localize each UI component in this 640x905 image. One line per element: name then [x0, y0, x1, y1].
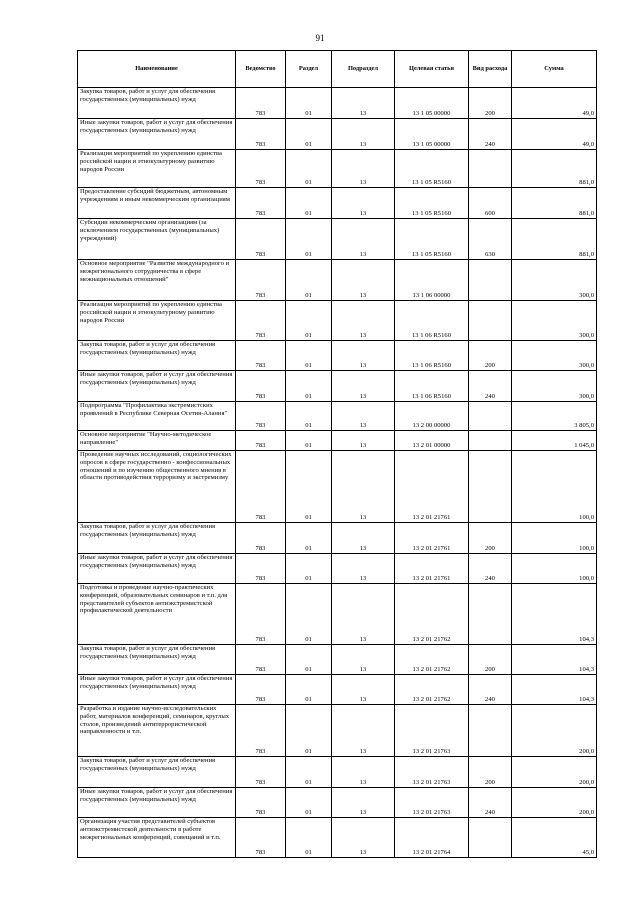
- row-target: 13 2 01 21761: [395, 523, 469, 554]
- row-expense-type: 200: [469, 645, 512, 675]
- row-dept: 783: [236, 451, 286, 523]
- row-subsection: 13: [332, 341, 395, 371]
- row-name: Закупка товаров, работ и услуг для обеспечения государственных (муниципальных) нужд: [78, 757, 236, 788]
- row-dept: 783: [236, 260, 286, 301]
- row-subsection: 13: [332, 645, 395, 675]
- row-subsection: 13: [332, 431, 395, 451]
- row-target: 13 2 01 21764: [395, 818, 469, 858]
- row-section: 01: [286, 260, 332, 301]
- row-subsection: 13: [332, 371, 395, 402]
- row-target: 13 2 01 00000: [395, 431, 469, 451]
- row-dept: 783: [236, 705, 286, 757]
- row-subsection: 13: [332, 260, 395, 301]
- row-dept: 783: [236, 119, 286, 150]
- row-name: Иные закупки товаров, работ и услуг для обеспечения государственных (муниципальных) нужд: [78, 119, 236, 150]
- row-section: 01: [286, 645, 332, 675]
- table-row: [78, 645, 597, 675]
- table-row: [78, 523, 597, 554]
- table-row: [78, 675, 597, 705]
- table-row: [78, 341, 597, 371]
- row-subsection: 13: [332, 301, 395, 341]
- row-expense-type: 200: [469, 88, 512, 119]
- row-target: 13 1 05 R5160: [395, 219, 469, 260]
- row-section: 01: [286, 301, 332, 341]
- row-sum: 881,0: [512, 150, 597, 188]
- row-name: Основное мероприятие "Научно-методическое направление": [78, 431, 236, 451]
- row-sum: 104,3: [512, 675, 597, 705]
- row-dept: 783: [236, 371, 286, 402]
- row-name: Закупка товаров, работ и услуг для обеспечения государственных (муниципальных) нужд: [78, 341, 236, 371]
- row-sum: 200,0: [512, 788, 597, 818]
- row-section: 01: [286, 341, 332, 371]
- row-dept: 783: [236, 150, 286, 188]
- table-row: [78, 188, 597, 219]
- row-section: 01: [286, 584, 332, 645]
- row-section: 01: [286, 188, 332, 219]
- row-expense-type: 630: [469, 219, 512, 260]
- row-expense-type: [469, 818, 512, 858]
- table-row: [78, 260, 597, 301]
- header-target: Целевая статья: [395, 51, 469, 88]
- row-expense-type: 240: [469, 119, 512, 150]
- row-name: Иные закупки товаров, работ и услуг для обеспечения государственных (муниципальных) нужд: [78, 788, 236, 818]
- row-target: 13 1 05 00000: [395, 119, 469, 150]
- row-dept: 783: [236, 554, 286, 584]
- row-sum: 100,0: [512, 554, 597, 584]
- table-row: [78, 554, 597, 584]
- row-expense-type: [469, 451, 512, 523]
- page-number: 91: [315, 33, 325, 43]
- row-expense-type: [469, 260, 512, 301]
- row-target: 13 1 06 R5160: [395, 301, 469, 341]
- row-sum: 49,0: [512, 119, 597, 150]
- row-sum: 881,0: [512, 219, 597, 260]
- table-row: [78, 818, 597, 858]
- row-sum: 881,0: [512, 188, 597, 219]
- row-name: Субсидии некоммерческим организациям (за исключением государственных (муниципальных) учреждений): [78, 219, 236, 260]
- row-name: Закупка товаров, работ и услуг для обеспечения государственных (муниципальных) нужд: [78, 88, 236, 119]
- row-target: 13 2 01 21762: [395, 645, 469, 675]
- table-row: [78, 788, 597, 818]
- row-subsection: 13: [332, 88, 395, 119]
- table-row: [78, 150, 597, 188]
- row-sum: 100,0: [512, 523, 597, 554]
- header-dept: Ведомство: [236, 51, 286, 88]
- row-subsection: 13: [332, 119, 395, 150]
- row-section: 01: [286, 523, 332, 554]
- row-sum: 300,0: [512, 341, 597, 371]
- row-subsection: 13: [332, 523, 395, 554]
- row-section: 01: [286, 431, 332, 451]
- row-section: 01: [286, 88, 332, 119]
- row-dept: 783: [236, 301, 286, 341]
- table-row: [78, 431, 597, 451]
- row-expense-type: 600: [469, 188, 512, 219]
- row-target: 13 2 01 21762: [395, 675, 469, 705]
- row-expense-type: 200: [469, 341, 512, 371]
- table-row: [78, 757, 597, 788]
- row-dept: 783: [236, 188, 286, 219]
- row-sum: 45,0: [512, 818, 597, 858]
- row-section: 01: [286, 705, 332, 757]
- row-target: 13 1 05 R5160: [395, 150, 469, 188]
- row-sum: 104,3: [512, 584, 597, 645]
- row-name: Подпрограмма "Профилактика экстремистских проявлений в Республике Северная Осетия-Алания": [78, 402, 236, 431]
- header-expense-type: Вид расхода: [469, 51, 512, 88]
- row-expense-type: 240: [469, 554, 512, 584]
- row-name: Закупка товаров, работ и услуг для обеспечения государственных (муниципальных) нужд: [78, 645, 236, 675]
- header-subsection: Подраздел: [332, 51, 395, 88]
- row-name: Разработка и издание научно-исследовательских работ, материалов конференций, семинаров, круглых столов, произведений антитеррористической направленности и т.п.: [78, 705, 236, 757]
- row-expense-type: [469, 431, 512, 451]
- row-name: Подготовка и проведение научно-практических конференций, образовательных семинаров и т.п. для представителей субъектов антиэкстремистской профилактической деятельности: [78, 584, 236, 645]
- row-name: Организация участия представителей субъектов антиэкстремистской деятельности в работе межрегиональных конференций, совещаний и т.п.: [78, 818, 236, 858]
- table-row: [78, 301, 597, 341]
- header-name: Наименование: [78, 51, 236, 88]
- table-row: [78, 88, 597, 119]
- row-dept: 783: [236, 523, 286, 554]
- row-section: 01: [286, 219, 332, 260]
- header-sum: Сумма: [512, 51, 597, 88]
- row-section: 01: [286, 371, 332, 402]
- row-section: 01: [286, 757, 332, 788]
- row-target: 13 1 05 R5160: [395, 188, 469, 219]
- table-row: [78, 371, 597, 402]
- row-section: 01: [286, 119, 332, 150]
- row-expense-type: [469, 705, 512, 757]
- row-expense-type: [469, 150, 512, 188]
- row-sum: 1 045,0: [512, 431, 597, 451]
- row-dept: 783: [236, 341, 286, 371]
- row-subsection: 13: [332, 402, 395, 431]
- row-name: Закупка товаров, работ и услуг для обеспечения государственных (муниципальных) нужд: [78, 523, 236, 554]
- row-target: 13 1 06 R5160: [395, 341, 469, 371]
- row-target: 13 2 01 21762: [395, 584, 469, 645]
- row-target: 13 2 01 21761: [395, 554, 469, 584]
- row-dept: 783: [236, 675, 286, 705]
- row-target: 13 2 00 00000: [395, 402, 469, 431]
- row-dept: 783: [236, 818, 286, 858]
- row-sum: 300,0: [512, 371, 597, 402]
- row-target: 13 2 01 21763: [395, 757, 469, 788]
- row-section: 01: [286, 788, 332, 818]
- row-sum: 104,3: [512, 645, 597, 675]
- row-sum: 300,0: [512, 260, 597, 301]
- row-expense-type: 200: [469, 757, 512, 788]
- row-target: 13 1 05 00000: [395, 88, 469, 119]
- row-subsection: 13: [332, 818, 395, 858]
- header-section: Раздел: [286, 51, 332, 88]
- row-dept: 783: [236, 88, 286, 119]
- row-sum: 300,0: [512, 301, 597, 341]
- row-expense-type: 240: [469, 788, 512, 818]
- row-dept: 783: [236, 219, 286, 260]
- row-sum: 200,0: [512, 757, 597, 788]
- row-subsection: 13: [332, 451, 395, 523]
- row-subsection: 13: [332, 675, 395, 705]
- row-expense-type: 240: [469, 371, 512, 402]
- table-header-row: [78, 51, 597, 88]
- row-name: Основное мероприятие "Развитие международного и межрегионального сотрудничества в сфере межнациональных отношений": [78, 260, 236, 301]
- row-target: 13 1 06 00000: [395, 260, 469, 301]
- budget-table: [77, 50, 597, 858]
- row-subsection: 13: [332, 150, 395, 188]
- row-subsection: 13: [332, 219, 395, 260]
- row-target: 13 2 01 21763: [395, 705, 469, 757]
- row-subsection: 13: [332, 705, 395, 757]
- row-dept: 783: [236, 431, 286, 451]
- row-dept: 783: [236, 402, 286, 431]
- table-row: [78, 705, 597, 757]
- row-subsection: 13: [332, 554, 395, 584]
- row-expense-type: [469, 301, 512, 341]
- row-dept: 783: [236, 757, 286, 788]
- row-subsection: 13: [332, 188, 395, 219]
- table-row: [78, 402, 597, 431]
- row-target: 13 2 01 21763: [395, 788, 469, 818]
- row-subsection: 13: [332, 757, 395, 788]
- table-row: [78, 584, 597, 645]
- row-name: Реализация мероприятий по укреплению единства российской нации и этнокультурному развитию народов России: [78, 301, 236, 341]
- row-expense-type: [469, 584, 512, 645]
- table-row: [78, 451, 597, 523]
- row-name: Иные закупки товаров, работ и услуг для обеспечения государственных (муниципальных) нужд: [78, 554, 236, 584]
- row-expense-type: 200: [469, 523, 512, 554]
- row-dept: 783: [236, 645, 286, 675]
- row-name: Реализация мероприятий по укреплению единства российской нации и этнокультурному развитию народов России: [78, 150, 236, 188]
- row-section: 01: [286, 402, 332, 431]
- row-expense-type: 240: [469, 675, 512, 705]
- row-sum: 49,0: [512, 88, 597, 119]
- row-subsection: 13: [332, 788, 395, 818]
- row-section: 01: [286, 818, 332, 858]
- row-name: Предоставление субсидий бюджетным, автономным учреждениям и иным некоммерческим организациям: [78, 188, 236, 219]
- row-section: 01: [286, 150, 332, 188]
- row-sum: 100,0: [512, 451, 597, 523]
- row-expense-type: [469, 402, 512, 431]
- row-sum: 3 805,0: [512, 402, 597, 431]
- row-target: 13 2 01 21761: [395, 451, 469, 523]
- row-name: Иные закупки товаров, работ и услуг для обеспечения государственных (муниципальных) нужд: [78, 371, 236, 402]
- row-section: 01: [286, 554, 332, 584]
- row-section: 01: [286, 451, 332, 523]
- row-dept: 783: [236, 584, 286, 645]
- table-row: [78, 219, 597, 260]
- row-section: 01: [286, 675, 332, 705]
- table-row: [78, 119, 597, 150]
- row-target: 13 1 06 R5160: [395, 371, 469, 402]
- row-sum: 200,0: [512, 705, 597, 757]
- row-subsection: 13: [332, 584, 395, 645]
- row-dept: 783: [236, 788, 286, 818]
- row-name: Проведение научных исследований, социологических опросов в сфере государственно - конфессиональных отношений и по изучению общественного мнения в области противодействия терроризму и экстремизму: [78, 451, 236, 523]
- row-name: Иные закупки товаров, работ и услуг для обеспечения государственных (муниципальных) нужд: [78, 675, 236, 705]
